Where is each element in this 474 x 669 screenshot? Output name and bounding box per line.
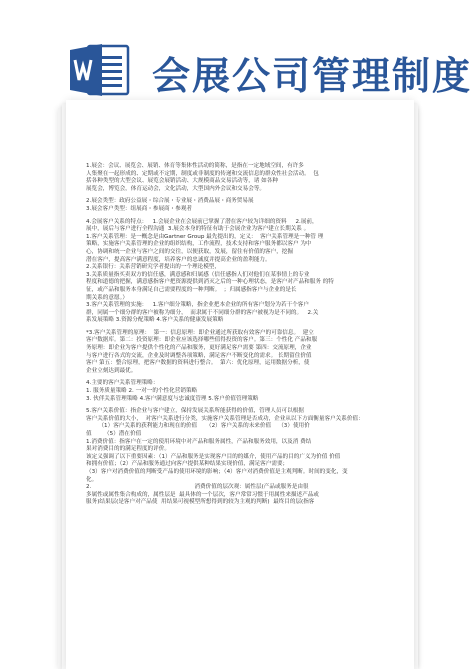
document-paragraph: 策略，实施客户关系管理的企业的组织结构，工作流程，技术支持和客户服务都以客户 为中 xyxy=(86,241,312,248)
document-paragraph: 1.展会：会议、展览会、展销、体育等集体性活动的简称，是指在一定地域空间，有许多 xyxy=(86,163,304,169)
document-paragraph: 2.关系银行：关系营销研究学者提出的一个理论模型， xyxy=(86,264,220,271)
document-paragraph: 服务)结果层(是客户对产品使 用结果可视模型所想得到的较为主观的判断) 最终目的层(指客 xyxy=(86,499,315,506)
document-paragraph: 该定义强调了以下重要因素：（1）产品和服务是实现客户目的的媒介，使用产品的目的广义为价值 价值 xyxy=(86,453,341,460)
document-paragraph: 3.客户关系管理的实施： 1.客户细分策略，指企业把本企业的所有客户划分为若干个客户 xyxy=(86,302,309,309)
document-page xyxy=(66,100,414,669)
document-paragraph: 征，或产品和服务本身满足自己需要程度的一种判断。 ；归属感指客户与企业的是长 xyxy=(86,286,297,293)
document-paragraph: 客户数据库。第二：投资原理：即企业应该选择哪些值得投资的客户。第三：个性化 产品和服 xyxy=(86,337,318,344)
document-paragraph: 务原理：即企业为客户提供个性化的产品和服务，更好满足客户需要 第四：交流原理，企业 xyxy=(86,345,312,352)
document-paragraph: 程度和道德的把握，满意感指客户把资源提供到消灭之后的一种心理状态，是客户对产品和服务 的特 xyxy=(86,279,334,286)
document-paragraph: 系发展策略 3.资源分配策略 4.客户关系的健康发展策略 xyxy=(86,317,224,324)
document-paragraph: 2.展会类型：政府公益展・综合展・专业展・消费品展・商务贸易展 xyxy=(86,198,254,205)
document-paragraph: 潜在客户，提高客户满意程度，培养客户的忠诚度并提高企业的盈利能力。 xyxy=(86,256,271,263)
document-paragraph: 心，协调和统一企业与客户之间的交往，以便获取，发展，留住有价值的客户，挖掘 xyxy=(86,248,293,255)
document-paragraph: 与客户进行各式的交流，企业及时调整各项策略，满足客户不断变化的需求。 长期留住价值 xyxy=(86,352,312,359)
document-paragraph: 5.客户关系价值：指企业与客户建立，保持发展关系所能获得的价值，管理人员可以根据 xyxy=(86,408,304,415)
document-paragraph: 展中，展后与客户进行全程沟通 3.展会本身的特征有助于会展企业为客户建立长期关系 。 xyxy=(86,226,310,233)
document-paragraph: 1. 服务质量策略 2. 一对一的个性化营销策略 xyxy=(86,388,198,395)
page-title: 会展公司管理制度 xyxy=(152,54,473,98)
document-body xyxy=(86,163,396,507)
document-paragraph: 1.消费价值：指客户在一定的使用环境中对产品和服务属性，产品和服务效用，以及消 费结 xyxy=(86,438,312,445)
document-paragraph: （1）客户关系的获利能力和现在的价值 （2）客户关系的未来价值 （3）使用价 xyxy=(86,423,310,430)
document-paragraph: 多属性或属性集合构成的，属性层是 最具体的一个层次，客户常常习惯于用属性来描述产品或 xyxy=(86,491,319,498)
document-paragraph: 4.会展客户关系的特点： 1.会展企业在会展前已掌握了潜在客户较为详细的资料 2.展前， xyxy=(86,218,318,225)
word-document-icon xyxy=(68,40,132,100)
document-paragraph: 果对消费目的的满足程度的评价。 xyxy=(86,446,170,453)
document-paragraph: （3）客户对消费价值的判断受产品的使用环境的影响；（4）客户对消费价值是主观判断。时间的变化，变 xyxy=(86,468,348,475)
document-paragraph: 括各种类型的大型会议、展览会展销活动、大规模商品交易活动等，诸 如各种 xyxy=(86,178,278,185)
document-paragraph: 客户关系价值的大小， 对客户关系进行分类，实施客户关系管理是否成功，企业从以下方面衡量客户关系价值： xyxy=(86,415,364,422)
document-paragraph: 期关系的意愿。） xyxy=(86,294,128,301)
document-paragraph: 1.客户关系管理：是一概念是由Gartner Group 最先提出的，定义： 客户关系管理是一种管 理 xyxy=(86,233,324,240)
document-paragraph: 值 （5）潜在价值 xyxy=(86,431,142,437)
document-paragraph: 3.展会客户类型：组展商・参展商・参观者 xyxy=(86,205,193,212)
document-paragraph: 展览会，博览会，体育运动会，文化活动，大型国内外会议和交易会等。 xyxy=(86,185,266,192)
document-paragraph: 4.主要的客户关系管理策略： xyxy=(86,380,159,387)
document-paragraph: 人集聚在一起形成的、定期或不定期，制度或非制度的传递和交流信息的群众性社会活动。 包 xyxy=(86,170,319,177)
document-paragraph: 3.关系质量指买卖双方的信任感，满意感和归属感（信任感指人们对他们在某事情上的专业 xyxy=(86,271,310,278)
document-paragraph: 2. 消费价值的层次观：属性层(产品或服务是由很 xyxy=(86,484,309,491)
document-paragraph: 化。 xyxy=(86,476,98,483)
document-paragraph: 群，同属一个细分群的客户被称为细分， 而隶属于不同细分群的客户被视为是不同的。 2.关 xyxy=(86,309,319,316)
document-paragraph: 企业立刻达到最优。 xyxy=(86,367,137,374)
document-paragraph: *3.客户关系管理的原理： 第一：信息原理：即企业通过所获取有效客户的可靠信息。 建立 xyxy=(86,329,314,336)
document-paragraph: 3. 伙伴关系管理策略 4.客户满意度与忠诚度管理 5.客户价值管理策略 xyxy=(86,395,259,402)
document-paragraph: 和拥有价值；（2）产品和服务通过向客户提供某种结果实现价值，满足客户需要； xyxy=(86,461,289,468)
document-paragraph: 客户 第五：整合原理，把客户数据的资料进行整合。 第六：优化原理，运用数据分析，使 xyxy=(86,360,310,367)
